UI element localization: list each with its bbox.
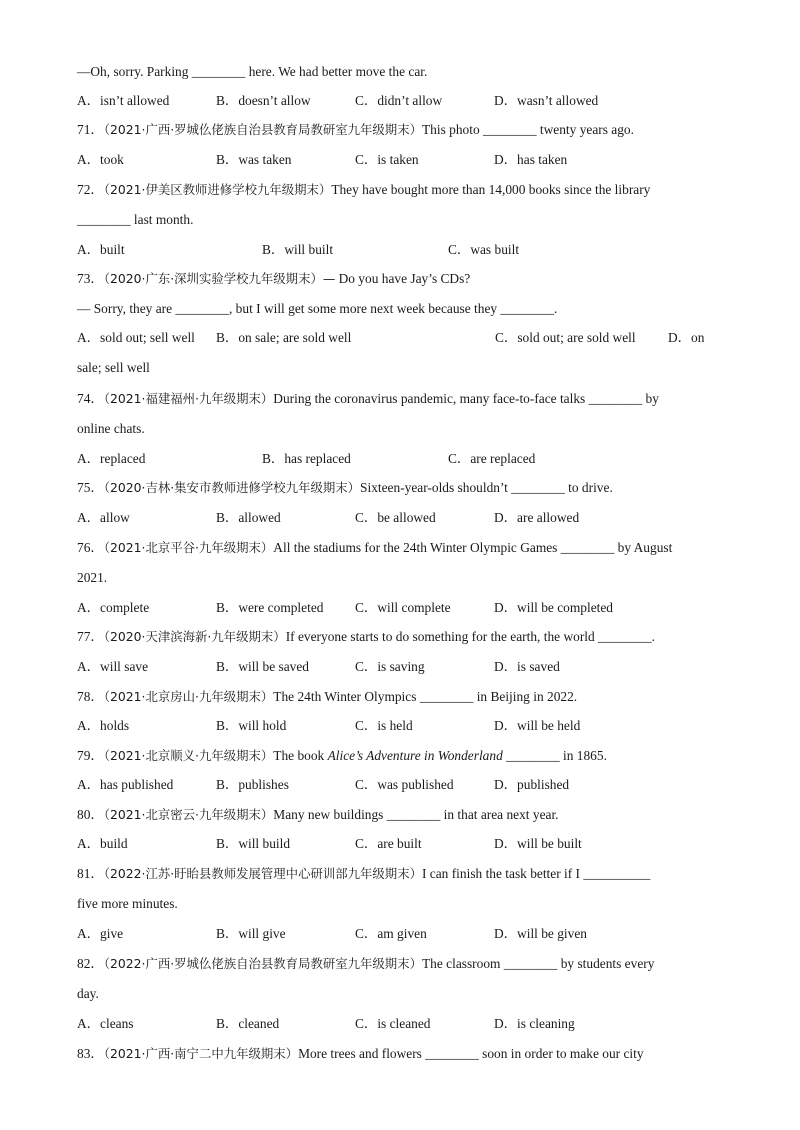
question-number: 74． — [77, 391, 104, 406]
option-b[interactable]: B．will give — [216, 926, 286, 941]
question-stem: —Oh, sorry. Parking ________ here. We had better move the car. — [77, 64, 428, 79]
option-a[interactable]: A．replaced — [77, 451, 146, 466]
book-title: Alice’s Adventure in Wonderland — [327, 748, 503, 763]
option-c[interactable]: C．sold out; are sold well — [495, 330, 636, 345]
option-a[interactable]: A．built — [77, 242, 125, 257]
question-78 — [77, 688, 577, 706]
option-d[interactable]: D．has taken — [494, 152, 568, 167]
question-74 — [77, 390, 659, 408]
option-a[interactable]: A．cleans — [77, 1016, 134, 1031]
question-stem: This photo ________ twenty years ago. — [421, 122, 634, 137]
question-number: 75． — [77, 480, 104, 495]
question-number: 83． — [77, 1046, 104, 1061]
question-source: （2021·伊美区教师进修学校九年级期末） — [103, 182, 332, 197]
question-79 — [77, 747, 607, 765]
option-a[interactable]: A．allow — [77, 510, 130, 525]
question-number: 77． — [77, 629, 104, 644]
option-b[interactable]: B．will be saved — [216, 659, 309, 674]
question-76 — [77, 539, 672, 557]
question-source: （2021·北京平谷·九年级期末） — [103, 540, 274, 555]
question-stem: Many new buildings ________ in that area next year. — [273, 807, 559, 822]
option-c[interactable]: C．is taken — [355, 152, 419, 167]
question-stem-prefix: The book — [273, 748, 328, 763]
option-b[interactable]: B．were completed — [216, 600, 324, 615]
option-b[interactable]: B．publishes — [216, 777, 289, 792]
option-c[interactable]: C．will complete — [355, 600, 451, 615]
option-a[interactable]: A．build — [77, 836, 128, 851]
option-c[interactable]: C．is cleaned — [355, 1016, 431, 1031]
question-stem-continued: 2021. — [77, 570, 108, 585]
option-a[interactable]: A．holds — [77, 718, 130, 733]
question-71 — [77, 121, 634, 139]
question-source: （2021·北京房山·九年级期末） — [103, 689, 274, 704]
option-c[interactable]: C．be allowed — [355, 510, 436, 525]
option-d[interactable]: D．are allowed — [494, 510, 580, 525]
option-d-continued: sale; sell well — [77, 360, 150, 375]
option-d[interactable]: D．wasn’t allowed — [494, 93, 599, 108]
option-a[interactable]: A．has published — [77, 777, 174, 792]
question-number: 80． — [77, 807, 104, 822]
question-number: 71． — [77, 122, 104, 137]
question-source: （2021·北京顺义·九年级期末） — [103, 748, 274, 763]
question-number: 72． — [77, 182, 104, 197]
question-number: 81． — [77, 866, 104, 881]
question-stem-continued: ________ last month. — [77, 212, 194, 227]
question-81 — [77, 865, 650, 883]
option-c[interactable]: C．are replaced — [448, 451, 536, 466]
option-a[interactable]: A．took — [77, 152, 124, 167]
question-stem: Do you have Jay’s CDs? — [335, 271, 471, 286]
option-c[interactable]: C．am given — [355, 926, 427, 941]
question-82 — [77, 955, 654, 973]
option-c[interactable]: C．was published — [355, 777, 454, 792]
question-73 — [77, 270, 470, 288]
option-a[interactable]: A．sold out; sell well — [77, 330, 195, 345]
option-d[interactable]: D．will be held — [494, 718, 581, 733]
question-source: （2021·北京密云·九年级期末） — [103, 807, 274, 822]
option-c[interactable]: C．was built — [448, 242, 520, 257]
option-a[interactable]: A．complete — [77, 600, 150, 615]
option-b[interactable]: B．was taken — [216, 152, 292, 167]
question-source: （2022·江苏·盱眙县教师发展管理中心研训部九年级期末） — [103, 866, 422, 881]
option-d[interactable]: D．will be completed — [494, 600, 613, 615]
option-b[interactable]: B．doesn’t allow — [216, 93, 311, 108]
option-b[interactable]: B．will build — [216, 836, 291, 851]
question-stem-continued: — Sorry, they are ________, but I will get some more next week because they ________. — [77, 301, 558, 316]
question-80 — [77, 806, 559, 824]
question-stem: The 24th Winter Olympics ________ in Beijing in 2022. — [273, 689, 578, 704]
option-d[interactable]: D．published — [494, 777, 570, 792]
option-c[interactable]: C．didn’t allow — [355, 93, 443, 108]
question-source: （2020·天津滨海新·九年级期末） — [103, 629, 286, 644]
question-source: （2020·吉林·集安市教师进修学校九年级期末） — [103, 480, 361, 495]
question-source: （2021·广西·南宁二中九年级期末） — [103, 1046, 299, 1061]
question-stem: They have bought more than 14,000 books since the library — [331, 182, 651, 197]
option-b[interactable]: B．cleaned — [216, 1016, 280, 1031]
question-stem: More trees and flowers ________ soon in order to make our city — [298, 1046, 644, 1061]
question-stem: ________ in 1865. — [502, 748, 607, 763]
option-a[interactable]: A．isn’t allowed — [77, 93, 170, 108]
question-number: 73． — [77, 271, 104, 286]
option-a[interactable]: A．will save — [77, 659, 149, 674]
question-stem-continued: five more minutes. — [77, 896, 178, 911]
option-b[interactable]: B．allowed — [216, 510, 281, 525]
option-d[interactable]: D．will be given — [494, 926, 587, 941]
question-stem-continued: day. — [77, 986, 99, 1001]
question-75 — [77, 479, 613, 497]
question-stem: All the stadiums for the 24th Winter Olympic Games ________ by August — [273, 540, 673, 555]
option-b[interactable]: B．on sale; are sold well — [216, 330, 352, 345]
question-source: （2022·广西·罗城仫佬族自治县教育局教研室九年级期末） — [103, 956, 422, 971]
question-number: 79． — [77, 748, 104, 763]
option-c[interactable]: C．are built — [355, 836, 422, 851]
option-d[interactable]: D．on — [668, 330, 705, 345]
option-b[interactable]: B．has replaced — [262, 451, 351, 466]
question-number: 82． — [77, 956, 104, 971]
question-72 — [77, 181, 650, 199]
question-number: 76． — [77, 540, 104, 555]
question-stem: I can finish the task better if I __________ — [421, 866, 651, 881]
question-stem-continued: online chats. — [77, 421, 145, 436]
option-b[interactable]: B．will built — [262, 242, 334, 257]
option-a[interactable]: A．give — [77, 926, 124, 941]
option-d[interactable]: D．is cleaning — [494, 1016, 575, 1031]
option-b[interactable]: B．will hold — [216, 718, 287, 733]
question-stem: During the coronavirus pandemic, many face-to-face talks ________ by — [273, 391, 659, 406]
question-source: （2021·广西·罗城仫佬族自治县教育局教研室九年级期末） — [103, 122, 422, 137]
question-83 — [77, 1045, 644, 1063]
question-77 — [77, 628, 655, 646]
question-stem: If everyone starts to do something for the earth, the world ________. — [285, 629, 655, 644]
option-c[interactable]: C．is held — [355, 718, 413, 733]
option-c[interactable]: C．is saving — [355, 659, 425, 674]
option-d[interactable]: D．is saved — [494, 659, 560, 674]
question-stem: Sixteen-year-olds shouldn’t ________ to drive. — [360, 480, 613, 495]
question-number: 78． — [77, 689, 104, 704]
question-source: （2021·福建福州·九年级期末） — [103, 391, 274, 406]
option-d[interactable]: D．will be built — [494, 836, 582, 851]
question-stem: The classroom ________ by students every — [421, 956, 655, 971]
question-source: （2020·广东·深圳实验学校九年级期末）— — [103, 271, 336, 286]
